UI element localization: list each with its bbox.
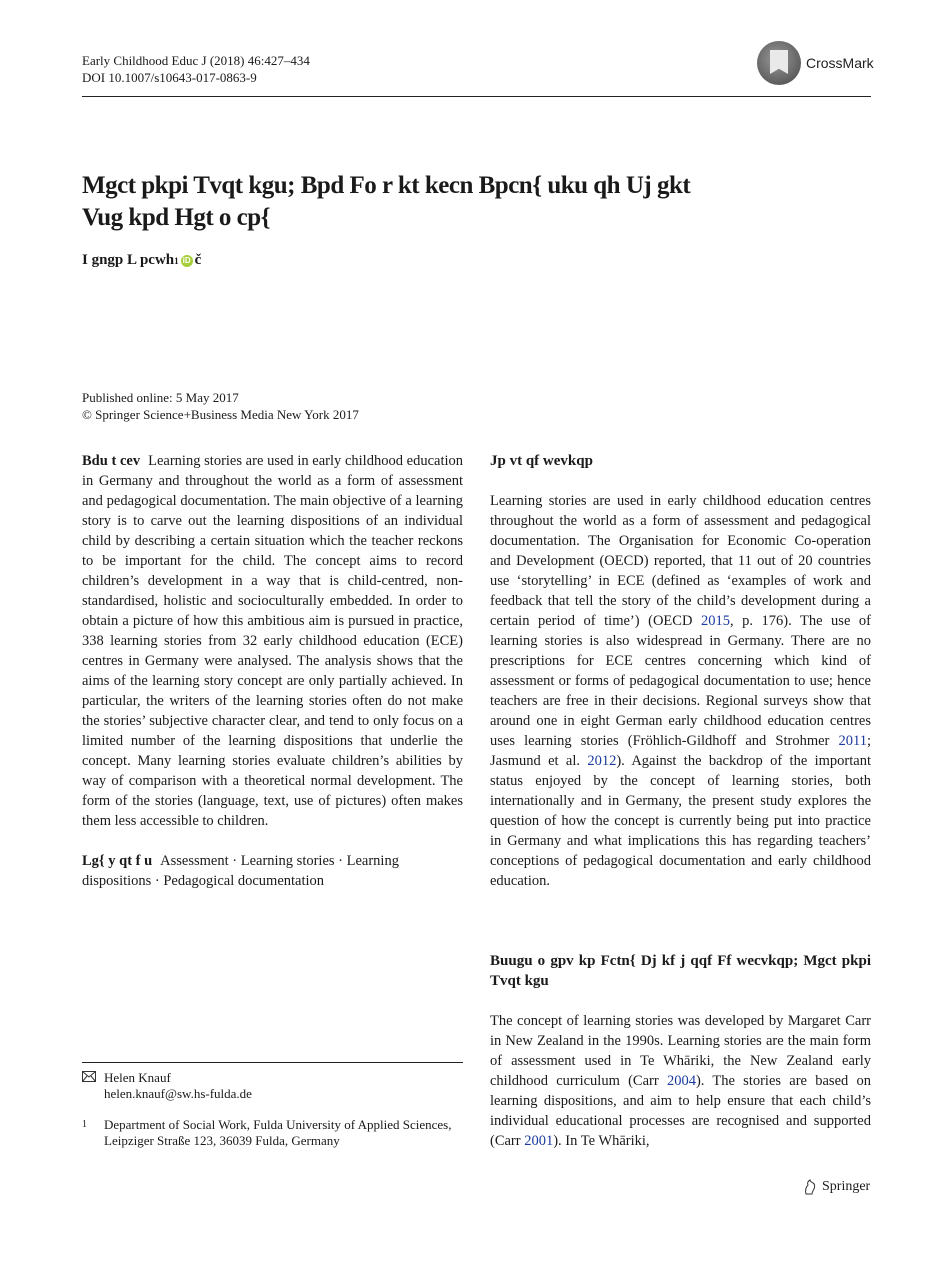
author-footnote-name: Helen Knauf — [104, 1070, 171, 1085]
publisher-name: Springer — [822, 1179, 871, 1194]
crossmark-icon — [757, 41, 801, 85]
published-online: Published online: 5 May 2017 — [82, 390, 239, 405]
affil-mark: 1 — [82, 1119, 87, 1130]
author-trail: č — [194, 252, 202, 268]
running-header — [82, 52, 310, 86]
section2-heading: Buugu o gpv kp Fctn{ Dj kf j qqf Ff wecvkqp; Mgct pkpi Tvqt kgu — [490, 953, 871, 989]
journal-citation: Early Childhood Educ J (2018) 46:427–434 — [82, 53, 310, 68]
abstract-block — [82, 451, 463, 891]
abstract — [82, 451, 463, 831]
section2-text-3: ). In Te Whāriki, — [553, 1133, 650, 1149]
intro-paragraph — [490, 491, 871, 891]
citation-jasmund[interactable]: 2012 — [587, 753, 617, 769]
abstract-label: Bdu t cev — [82, 453, 141, 469]
abstract-text: Learning stories are used in early childhood education in Germany and throughout the world as a form of assessment and pedagogical documentation. The main objective of a learning story is to carve out the learning dispositions of an individual child by describing a certain situation which the teacher reckons to be important for the child. The concept aims to record children’s development in a way that is child-centred, non-standardised, holistic and socioculturally embedded. In order to obtain a picture of how this ambitious aim is pursued in practice, 338 learning stories from 32 early childhood education (ECE) centres in Germany were analysed. The analysis shows that the aims of the learning story concept are only partially achieved. In particular, the writers of the learning stories often do not make the stories’ subjective character clear, and tend to only focus on a limited number of the learning dispositions that underlie the concept. Many learning stories evaluate children’s abilities by way of comparison with a theoretical normal development. The form of the stories (language, text, use of pictures) often makes them less accessible to children. — [82, 453, 463, 829]
crossmark-label: CrossMark — [806, 55, 874, 71]
introduction-section — [490, 451, 871, 891]
affiliation-footnote — [82, 1117, 463, 1149]
citation-carr-2004[interactable]: 2004 — [666, 1073, 696, 1089]
citation-carr-2001[interactable]: 2001 — [524, 1133, 554, 1149]
keywords-label: Lg{ y qt f u — [82, 853, 153, 869]
citation-oecd[interactable]: 2015 — [700, 613, 730, 629]
author-affil-sup: 1 — [174, 255, 179, 266]
header-rule — [82, 96, 871, 97]
section2-paragraph — [490, 1011, 871, 1151]
publisher-footer — [803, 1179, 870, 1195]
copyright: © Springer Science+Business Media New York 2017 — [82, 407, 359, 422]
keywords-text: Assessment · Learning stories · Learning dispositions · Pedagogical documentation — [82, 853, 399, 889]
corresponding-author — [82, 1070, 463, 1102]
footnote-rule — [82, 1062, 463, 1063]
intro-heading: Jp vt qf wevkqp — [490, 453, 593, 469]
section2-text-2: ). The stories are based on learning dispositions, and aim to help ensure that each child’s individual educational processes are recognised and supported (Carr — [490, 1073, 871, 1149]
affiliation-text: Department of Social Work, Fulda University of Applied Sciences, Leipziger Straße 123, 36039 Fulda, Germany — [104, 1117, 452, 1148]
doi[interactable]: DOI 10.1007/s10643-017-0863-9 — [82, 70, 257, 85]
article-title: Mgct pkpi Tvqt kgu; Bpd Fo r kt kecn Bpcn{ uku qh Uj gkt Vug kpd Hgt o cp{ — [82, 172, 691, 231]
publication-info — [82, 389, 359, 423]
assessment-section — [490, 951, 871, 1151]
author-email[interactable]: helen.knauf@sw.hs-fulda.de — [104, 1086, 252, 1101]
intro-text-4: ). Against the backdrop of the important status enjoyed by the concept of learning stories, both internationally and in Germany, the present study explores the question of how the concept is currently being put into practice in Germany and what implications this has regarding teachers’ conceptions of pedagogical documentation and early childhood education. — [490, 753, 871, 889]
keywords — [82, 851, 463, 891]
section2-text-1: The concept of learning stories was developed by Margaret Carr in New Zealand in the 1990s. Learning stories are the main form of assessment used in Te Whāriki, the New Zealand early childhood curriculum (Carr — [490, 1013, 871, 1089]
orcid-icon[interactable]: iD — [182, 255, 191, 265]
springer-horse-icon — [803, 1179, 817, 1195]
intro-text-2: , p. 176). The use of learning stories is also widespread in Germany. There are no prescriptions for ECE centres concerning which kind of assessment or forms of pedagogical documentation to use; hence teachers are free in their decisions. Regional surveys show that around one in eight German early childhood education centres uses learning stories (Fröhlich-Gildhoff and Strohmer — [490, 613, 871, 749]
intro-text-3: ; Jasmund et al. — [490, 733, 871, 769]
intro-text-1: Learning stories are used in early childhood education centres throughout the world as a form of assessment and pedagogical documentation. The Organisation for Economic Co-operation and Development (OECD) reported, that 11 out of 20 countries use ‘storytelling’ in ECE (defined as ‘examples of work and feedback that tell the story of the child’s development during a certain period of time’) (OECD — [490, 493, 871, 629]
author-line — [82, 252, 201, 269]
envelope-icon — [82, 1070, 104, 1102]
author-name: I gngp L pcwh — [82, 252, 175, 268]
crossmark-badge[interactable] — [757, 41, 874, 85]
citation-frohlich[interactable]: 2011 — [838, 733, 867, 749]
